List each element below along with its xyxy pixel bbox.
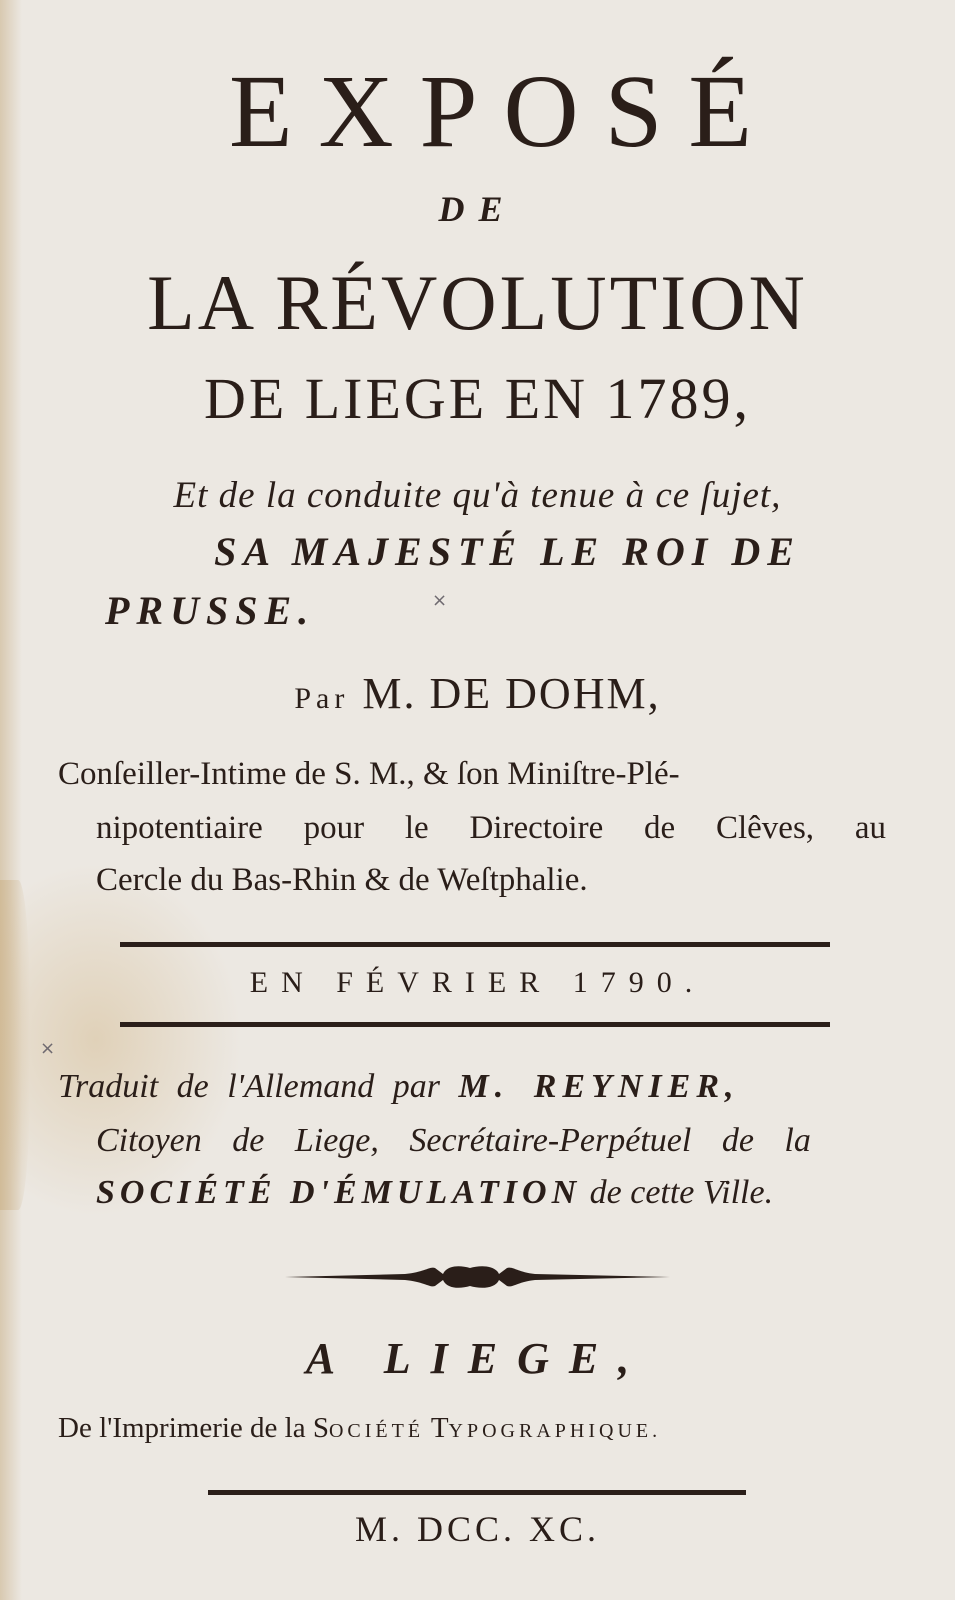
author-par: Par (294, 682, 350, 715)
place-of-publication: A LIEGE, (305, 1334, 650, 1383)
printer-line (58, 1412, 661, 1445)
translator-name: M. REYNIER, (458, 1068, 740, 1105)
author-name: M. DE DOHM, (362, 669, 661, 718)
printer-society-rest: OCIÉTÉ (328, 1420, 425, 1442)
printer-typo-initial: T (430, 1412, 449, 1444)
author-line (0, 668, 955, 719)
author-title-line-1: Conſeiller-Intime de S. M., & ſon Miniſtre-Plé- (58, 756, 680, 792)
year-roman: M. DCC. XC. (354, 1509, 601, 1549)
society-name: SOCIÉTÉ D'ÉMULATION (96, 1174, 582, 1211)
author-title-line-2: nipotentiaire pour le Directoire de Clêves, au (96, 810, 886, 846)
title-main: EXPOSÉ (229, 54, 778, 169)
translation-line-1 (58, 1068, 740, 1106)
printer-society-initial: S (312, 1412, 329, 1444)
title-revolution: LA RÉVOLUTION (147, 259, 808, 346)
water-stain (0, 880, 30, 1210)
translation-line-3 (96, 1174, 773, 1212)
pencil-cross-mark-icon: × (40, 1038, 56, 1059)
author-title-line-3: Cercle du Bas-Rhin & de Weſtphalie. (96, 862, 588, 898)
subtitle-line-3: PRUSSE. (105, 588, 316, 633)
rule-final (208, 1490, 746, 1495)
publication-date: EN FÉVRIER 1790. (249, 966, 706, 999)
printer-prefix: De l'Imprimerie de la (58, 1412, 306, 1444)
title-de: DE (438, 189, 517, 229)
printer-typo-rest: YPOGRAPHIQUE. (448, 1420, 662, 1442)
society-tail: de cette Ville. (589, 1174, 774, 1211)
subtitle-line-2: SA MAJESTÉ LE ROI DE (214, 529, 801, 574)
pencil-cross-mark-icon: × (432, 590, 448, 611)
rule-bottom (120, 1022, 830, 1027)
title-liege-year: DE LIEGE EN 1789, (203, 366, 752, 431)
translation-line-2: Citoyen de Liege, Secrétaire-Perpétuel de la (96, 1122, 811, 1159)
translation-text: Traduit de l'Allemand par (58, 1068, 441, 1105)
rule-top (120, 942, 830, 947)
ornament-divider-icon (285, 1262, 670, 1292)
subtitle-line-1: Et de la conduite qu'à tenue à ce ſujet, (173, 475, 782, 516)
